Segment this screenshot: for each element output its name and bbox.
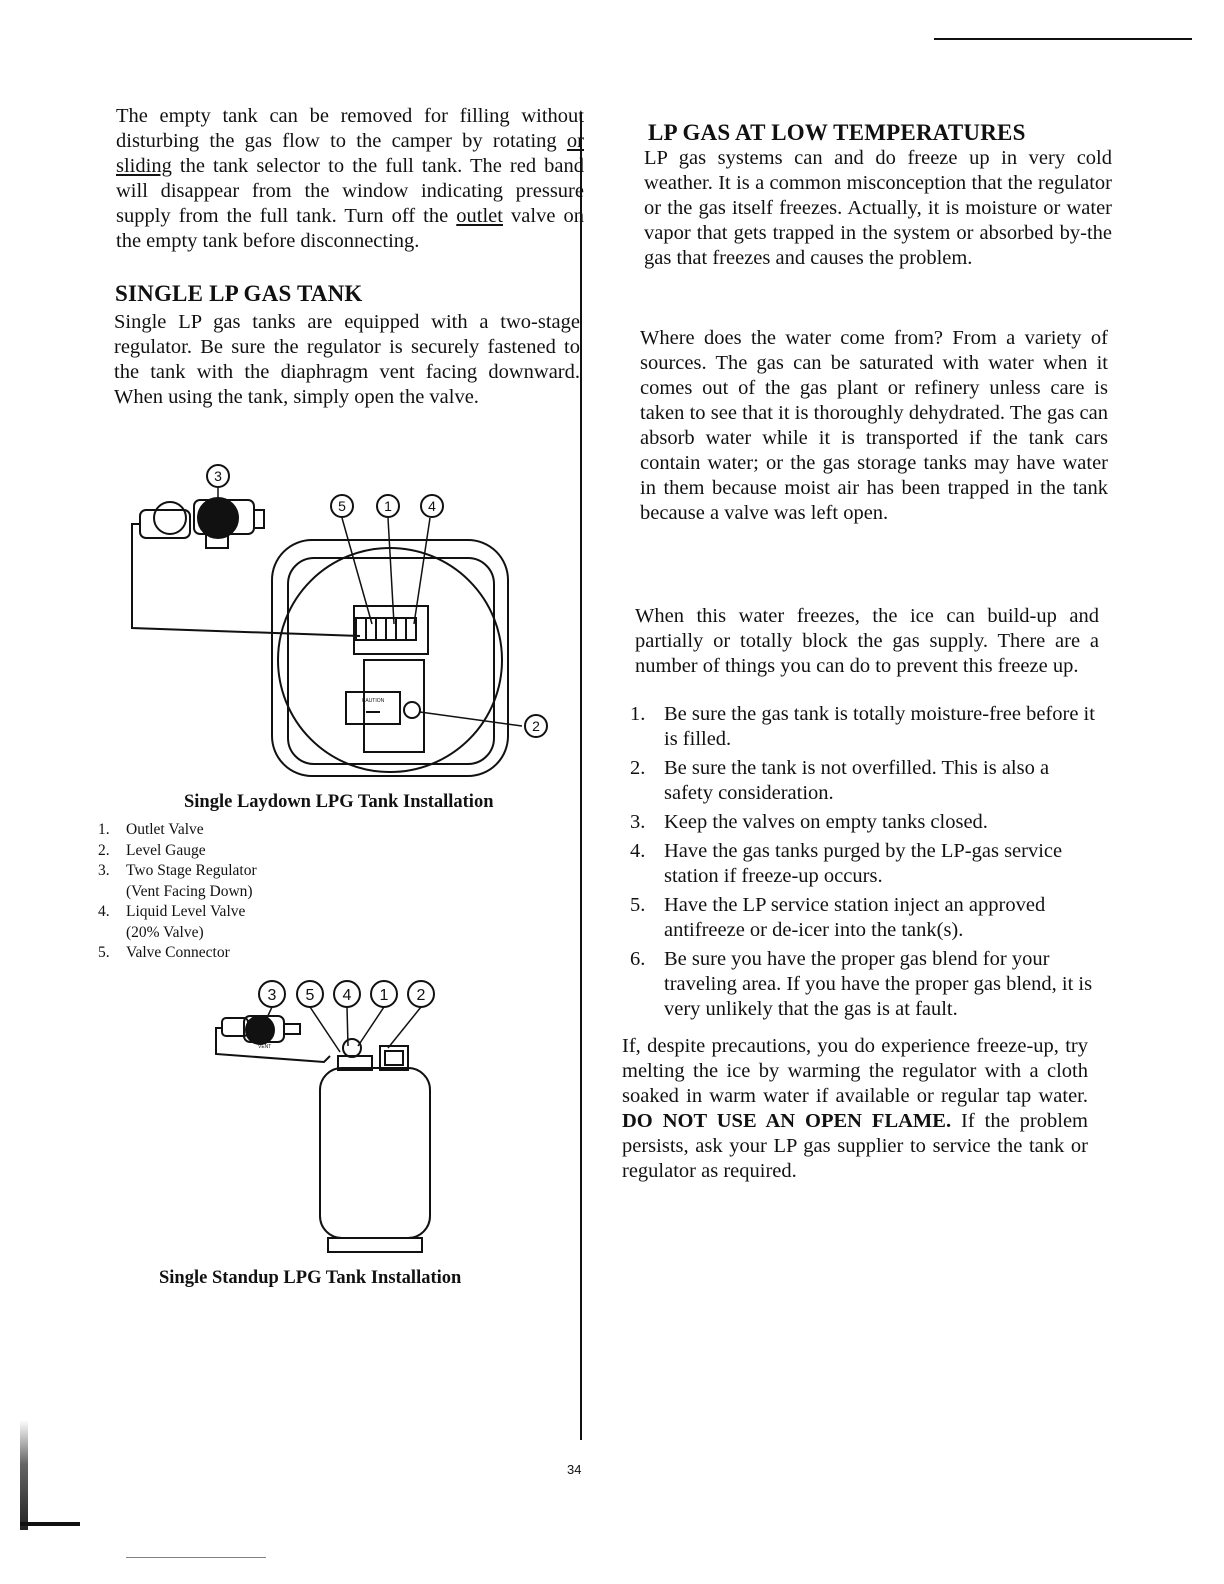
bottom-left-rule <box>126 1557 266 1558</box>
intro-paragraph <box>116 104 584 254</box>
vent-label: VENT <box>258 1044 272 1050</box>
laydown-caption: Single Laydown LPG Tank Installation <box>184 792 494 812</box>
regulator-icon <box>222 1016 300 1050</box>
single-lp-heading: SINGLE LP GAS TANK <box>115 281 363 306</box>
callout-label: 2 <box>416 987 426 1004</box>
low-temp-paragraph-1: LP gas systems can and do freeze up in very cold weather. It is a common misconception that the regulator or the gas itself freezes. Actually, it is moisture or water vapor that gets trapped in the system or absorbed by-the gas that freezes and causes the problem. <box>644 147 1112 269</box>
callout-label: 1 <box>379 987 389 1004</box>
intro-text-3: valve on the empty tank before disconnecting. <box>116 205 584 252</box>
tank-outline <box>320 1039 430 1252</box>
low-temp-paragraph-3: When this water freezes, the ice can build-up and partially or totally block the gas supply. There are a number of things you can do to prevent this freeze up. <box>635 605 1099 677</box>
open-flame-warning: DO NOT USE AN OPEN FLAME. <box>622 1110 952 1132</box>
callout-label: 1 <box>384 498 392 514</box>
list-item: 1. Be sure the gas tank is totally moisture-free before it is filled. <box>630 703 1095 750</box>
gauge-caution-label: CAUTION <box>361 698 385 704</box>
legend-item: 3. Two Stage Regulator (Vent Facing Down) <box>98 862 257 900</box>
callout-label: 4 <box>428 498 436 514</box>
parts-legend <box>98 820 358 964</box>
scan-edge-mark <box>20 1420 28 1530</box>
list-item: 5. Have the LP service station inject an approved antifreeze or de-icer into the tank(s). <box>630 894 1046 941</box>
callout-level-gauge <box>408 981 434 1007</box>
callout-outlet-valve <box>377 495 399 517</box>
intro-text-2: the tank selector to the full tank. The red band will disappear from the window indicating pressure supply from the full tank. Turn off the <box>116 155 584 227</box>
callout-label: 5 <box>305 987 315 1004</box>
callout-label: 3 <box>267 987 277 1004</box>
callout-label: 5 <box>338 498 346 514</box>
level-gauge-icon <box>380 1046 408 1070</box>
callout-level-gauge <box>525 715 547 737</box>
legend-item: 5. Valve Connector <box>98 944 230 961</box>
list-item: 4. Have the gas tanks purged by the LP-gas service station if freeze-up occurs. <box>630 840 1063 887</box>
top-right-rule <box>934 38 1192 40</box>
laydown-tank-diagram <box>120 460 560 790</box>
callout-label: 4 <box>342 987 352 1004</box>
callout-row <box>259 981 434 1007</box>
intro-underlined-1: or sliding <box>116 130 584 177</box>
low-temp-paragraph-4 <box>622 1034 1088 1184</box>
callout-liquid-level-valve <box>334 981 360 1007</box>
tank-outline <box>272 540 508 776</box>
list-item: 3. Keep the valves on empty tanks closed. <box>630 811 988 833</box>
level-gauge-icon <box>346 692 420 724</box>
callout-label: 2 <box>532 718 540 734</box>
freeze-prevention-list <box>630 702 1098 1026</box>
standup-caption: Single Standup LPG Tank Installation <box>159 1268 462 1288</box>
callout-valve-connector <box>297 981 323 1007</box>
list-item: 2. Be sure the tank is not overfilled. This is also a safety consideration. <box>630 757 1050 804</box>
legend-item: 1. Outlet Valve <box>98 821 204 838</box>
warning-lead-text: If, despite precautions, you do experience freeze-up, try melting the ice by warming the regulator with a cloth soaked in warm water if available or regular tap water. <box>622 1035 1088 1107</box>
page-number: 34 <box>567 1462 582 1477</box>
regulator-icon <box>140 498 264 548</box>
callout-liquid-level-valve <box>421 495 443 517</box>
legend-item: 2. Level Gauge <box>98 841 206 859</box>
callout-label: 3 <box>214 468 222 484</box>
callout-outlet-valve <box>371 981 397 1007</box>
valve-connector-icon <box>356 618 416 640</box>
intro-text-1: The empty tank can be removed for filling without disturbing the gas flow to the camper by rotating <box>116 105 584 152</box>
callout-regulator <box>259 981 285 1007</box>
callout-valve-connector <box>331 495 353 517</box>
standup-tank-diagram <box>200 976 450 1258</box>
scan-edge-mark-foot <box>20 1522 80 1526</box>
list-item: 6. Be sure you have the proper gas blend for your traveling area. If you have the proper gas blend, it is very unlikely that the gas is at fault. <box>630 948 1093 1020</box>
low-temp-heading: LP GAS AT LOW TEMPERATURES <box>648 120 1026 145</box>
warning-tail-text: If the problem persists, ask your LP gas supplier to service the tank or regulator as required. <box>622 1110 1088 1182</box>
low-temp-paragraph-2: Where does the water come from? From a variety of sources. The gas can be saturated with water when it comes out of the gas plant or refinery unless care is taken to see that it is thoroughly dehydrated. The gas can absorb water while it is transported if the tank cars contain water; or the gas storage tanks may have water in them because moist air has been trapped in the tank because a valve was left open. <box>640 327 1108 524</box>
column-divider <box>580 112 582 1440</box>
callout-regulator <box>207 465 229 487</box>
legend-item: 4. Liquid Level Valve (20% Valve) <box>98 903 246 941</box>
single-lp-paragraph: Single LP gas tanks are equipped with a two-stage regulator. Be sure the regulator is securely fastened to the tank with the diaphragm vent facing downward. When using the tank, simply open the valve. <box>114 311 580 408</box>
intro-underlined-2: outlet <box>456 205 503 227</box>
